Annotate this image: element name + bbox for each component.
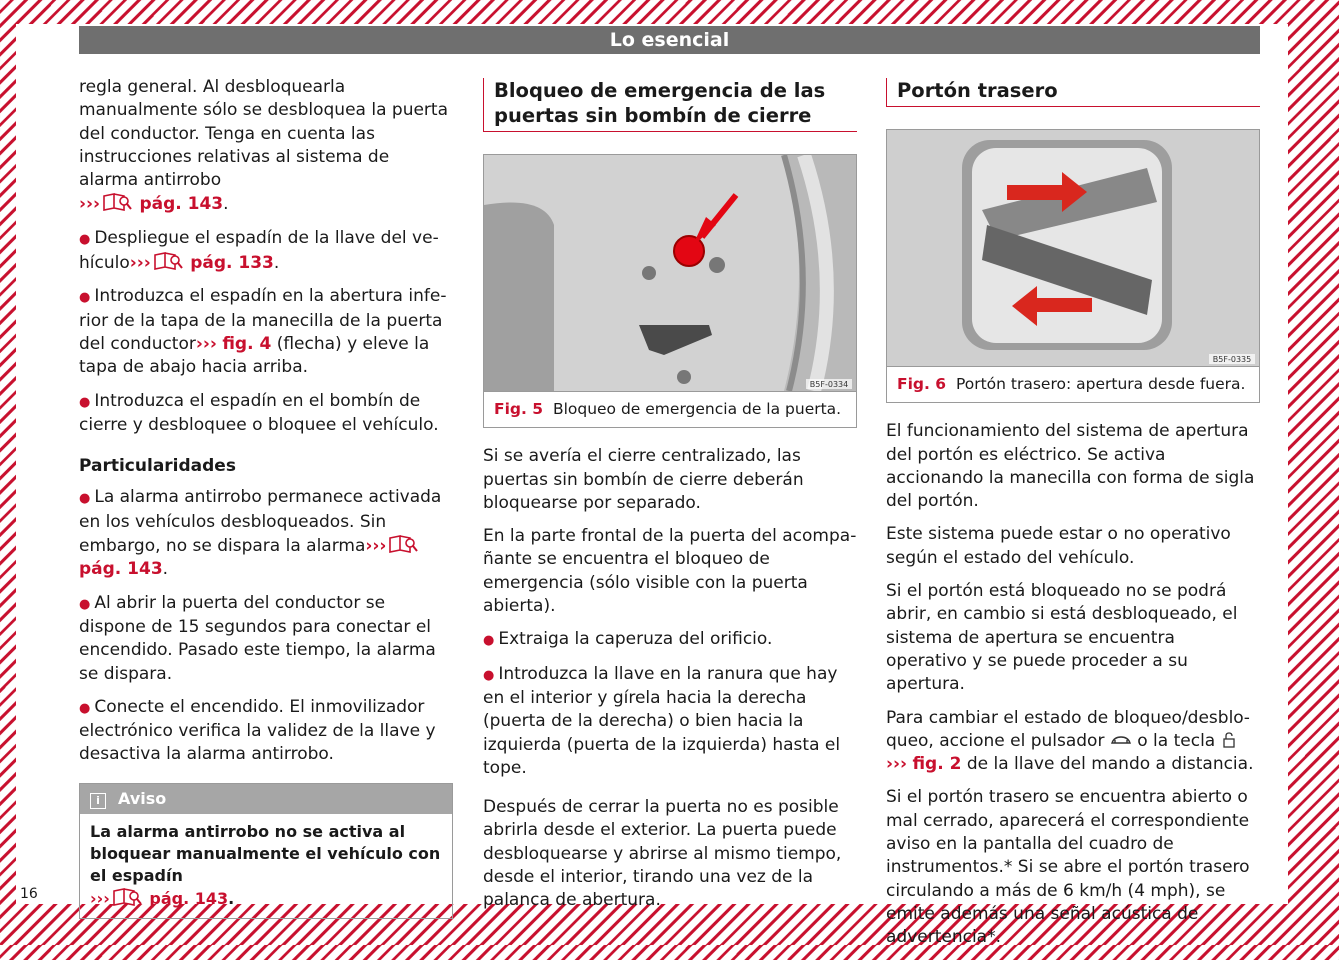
paragraph: Si se avería el cierre centralizado, las puertas sin bombín de cierre deberán bloquearse por separado. <box>483 446 804 513</box>
paragraph: Después de cerrar la puerta no es posible abrirla desde el exterior. La puerta puede desbloquearse y abrirse al mismo tiempo, desde el interior, tirando una vez de la palanca de abertura. <box>483 797 842 911</box>
figure-6 <box>886 129 1260 403</box>
book-search-icon <box>112 887 142 907</box>
book-search-icon <box>102 192 132 212</box>
figure-code: B5F-0335 <box>1212 355 1252 364</box>
page-number: 16 <box>20 886 38 902</box>
figure-5 <box>483 154 857 428</box>
ref-marker: ››› <box>79 194 101 215</box>
figure-caption: Fig. 6 Portón trasero: apertura desde fuera. <box>887 366 1259 402</box>
page-link[interactable]: pág. 143 <box>79 559 163 580</box>
section-title: Bloqueo de emergencia de las puertas sin bombín de cierre <box>483 78 857 132</box>
list-item: ● Introduzca el espadín en el bombín de cierre y desbloquee o bloquee el vehículo. <box>79 390 439 435</box>
list-item: ● Despliegue el espadín de la llave del vehículo››› pág. 133. <box>79 227 439 274</box>
column-left <box>79 76 453 919</box>
figure-caption: Fig. 5 Bloqueo de emergencia de la puerta. <box>484 391 856 427</box>
paragraph: Este sistema puede estar o no operativo según el estado del vehículo. <box>886 524 1231 568</box>
intro-paragraph: regla general. Al desbloquearla manualmente sólo se desbloquea la puerta del conductor. Tenga en cuenta las instrucciones relativas al sistema de alarma antirrobo ››› pág. 143. <box>79 77 449 215</box>
list-item: ● Introduzca la llave en la ranura que hay en el interior y gírela hacia la derecha (puerta de la derecha) o bien hacia la izquierda (puerta de la izquierda) hasta el tope. <box>483 663 841 778</box>
list-item: ● Extraiga la caperuza del orificio. <box>483 629 773 650</box>
list-item: ● Conecte el encendido. El inmovilizador electrónico verifica la validez de la llave y desactiva la alarma antirrobo. <box>79 696 436 765</box>
subheading: Particularidades <box>79 456 236 477</box>
column-right <box>886 78 1260 960</box>
list-item: ● Introduzca el espadín en la abertura inferior de la tapa de la manecilla de la puerta del conductor››› fig. 4 (flecha) y eleve la tapa de abajo hacia arriba. <box>79 286 447 378</box>
info-icon: i <box>90 793 106 809</box>
figure-link[interactable]: fig. 4 <box>222 333 272 354</box>
paragraph: En la parte frontal de la puerta del acompañante se encuentra el bloqueo de emergencia (sólo visible con la puerta abierta). <box>483 526 857 617</box>
notice-body: La alarma antirrobo no se activa al bloquear manualmente el vehículo con el espadín ››› pág. 143. <box>90 821 441 908</box>
page-header: Lo esencial <box>79 26 1260 54</box>
page-link[interactable]: pág. 143 <box>149 888 229 908</box>
door-lock-illustration <box>484 155 856 391</box>
notice-header: i Aviso <box>80 784 452 814</box>
list-item: ● La alarma antirrobo permanece activada en los vehículos desbloqueados. Sin embargo, no se dispara la alarma››› pág. 143. <box>79 487 442 580</box>
paragraph: Si el portón está bloqueado no se podrá abrir, en cambio si está desbloqueado, el sistema de apertura se encuentra operativo y se puede proceder a su apertura. <box>886 581 1238 695</box>
section-title: Portón trasero <box>886 78 1260 107</box>
column-middle <box>483 78 857 923</box>
paragraph: Para cambiar el estado de bloqueo/desbloqueo, accione el pulsador o la tecla ››› fig. 2 de la llave del mando a distancia. <box>886 707 1254 775</box>
tailgate-emblem-illustration <box>887 130 1259 366</box>
paragraph: Si el portón trasero se encuentra abierto o mal cerrado, aparecerá el correspondiente aviso en la pantalla del cuadro de instrumentos.* Si se abre el portón trasero circulando a más de 6 km/h (4 mph), se emite además una señal acústica de advertencia*. <box>886 787 1250 948</box>
page-link[interactable]: pág. 143 <box>139 194 224 215</box>
book-search-icon <box>388 534 418 554</box>
figure-code: B5F-0334 <box>809 380 849 389</box>
paragraph: El funcionamiento del sistema de apertura del portón es eléctrico. Se activa accionando la manecilla con forma de sigla del portón. <box>886 421 1255 512</box>
list-item: ● Al abrir la puerta del conductor se dispone de 15 segundos para conectar el encendido. Pasado este tiempo, la alarma se dispara. <box>79 592 436 684</box>
page-link[interactable]: pág. 133 <box>190 253 274 274</box>
unlock-icon <box>1221 732 1237 748</box>
notice-box <box>79 783 453 919</box>
book-search-icon <box>153 251 183 271</box>
tailgate-button-icon <box>1110 734 1132 746</box>
figure-link[interactable]: fig. 2 <box>912 754 962 775</box>
